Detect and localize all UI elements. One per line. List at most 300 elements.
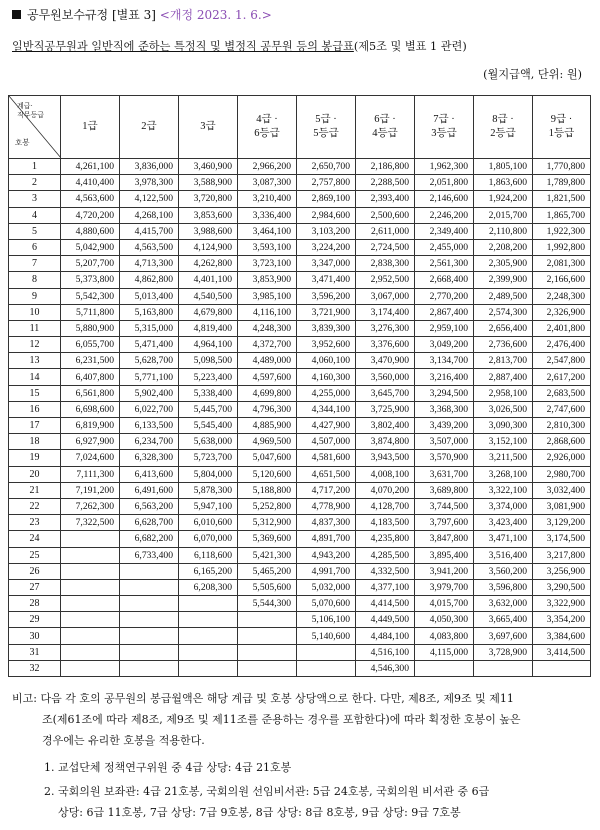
revision-note: <개정 2023. 1. 6.>: [159, 8, 272, 22]
table-row: [9, 288, 591, 304]
salary-cell: 6,070,000: [179, 531, 238, 547]
salary-cell: 7,024,600: [61, 450, 120, 466]
salary-cell: 4,116,100: [238, 304, 297, 320]
step-cell: 6: [9, 239, 61, 255]
salary-cell: 5,140,600: [297, 628, 356, 644]
empty-cell: [297, 644, 356, 660]
salary-cell: 3,414,500: [533, 644, 591, 660]
salary-cell: 3,988,600: [179, 223, 238, 239]
salary-cell: 3,268,100: [474, 466, 533, 482]
salary-cell: 3,026,500: [474, 401, 533, 417]
salary-cell: 4,414,500: [356, 596, 415, 612]
salary-cell: 4,008,100: [356, 466, 415, 482]
remark-item-2-line-2: 상당: 6급 11호봉, 7급 상당: 7급 9호봉, 8급 상당: 8급 8호봉, 9급 상당: 9급 7호봉: [58, 806, 461, 819]
salary-cell: 7,111,300: [61, 466, 120, 482]
salary-cell: 4,991,700: [297, 563, 356, 579]
salary-cell: 6,407,800: [61, 369, 120, 385]
subtitle-main: 일반직공무원과 일반직에 준하는 특정직 및 별정직 공무원 등의 봉급표: [12, 40, 354, 53]
salary-cell: 5,369,600: [238, 531, 297, 547]
table-header-row: [9, 96, 591, 159]
step-cell: 4: [9, 207, 61, 223]
table-row: [9, 337, 591, 353]
salary-cell: 3,090,300: [474, 418, 533, 434]
salary-cell: 5,878,300: [179, 482, 238, 498]
salary-cell: 4,377,100: [356, 579, 415, 595]
salary-cell: 3,276,300: [356, 320, 415, 336]
salary-cell: 6,819,900: [61, 418, 120, 434]
salary-cell: 4,563,500: [120, 239, 179, 255]
empty-cell: [120, 596, 179, 612]
salary-table: [8, 95, 591, 677]
salary-cell: 4,415,700: [120, 223, 179, 239]
salary-cell: 3,322,900: [533, 596, 591, 612]
salary-cell: 4,484,100: [356, 628, 415, 644]
salary-cell: 5,223,400: [179, 369, 238, 385]
table-row: [9, 660, 591, 676]
salary-cell: 6,165,200: [179, 563, 238, 579]
empty-cell: [297, 660, 356, 676]
salary-cell: 2,305,900: [474, 256, 533, 272]
salary-cell: 6,234,700: [120, 434, 179, 450]
empty-cell: [61, 644, 120, 660]
salary-cell: 2,399,900: [474, 272, 533, 288]
salary-cell: 4,122,500: [120, 191, 179, 207]
salary-cell: 3,744,500: [415, 498, 474, 514]
salary-cell: 4,597,600: [238, 369, 297, 385]
salary-cell: 7,322,500: [61, 515, 120, 531]
salary-cell: 4,563,600: [61, 191, 120, 207]
salary-cell: 2,208,200: [474, 239, 533, 255]
empty-cell: [120, 579, 179, 595]
salary-cell: 5,188,800: [238, 482, 297, 498]
salary-cell: 2,051,800: [415, 175, 474, 191]
salary-cell: 6,682,200: [120, 531, 179, 547]
salary-cell: 3,067,000: [356, 288, 415, 304]
salary-cell: 5,465,200: [238, 563, 297, 579]
salary-cell: 2,650,700: [297, 159, 356, 175]
salary-cell: 5,880,900: [61, 320, 120, 336]
salary-cell: 2,813,700: [474, 353, 533, 369]
salary-cell: 4,969,500: [238, 434, 297, 450]
header-title: 공무원보수규정 [별표 3]: [27, 8, 156, 22]
salary-cell: 4,248,300: [238, 320, 297, 336]
salary-cell: 4,837,300: [297, 515, 356, 531]
table-row: [9, 239, 591, 255]
salary-cell: 2,724,500: [356, 239, 415, 255]
step-cell: 10: [9, 304, 61, 320]
salary-cell: 3,725,900: [356, 401, 415, 417]
salary-cell: 3,081,900: [533, 498, 591, 514]
salary-cell: 5,106,100: [297, 612, 356, 628]
table-row: [9, 547, 591, 563]
salary-cell: 4,964,100: [179, 337, 238, 353]
salary-cell: 2,757,800: [297, 175, 356, 191]
step-cell: 20: [9, 466, 61, 482]
subtitle-ref: (제5조 및 별표 1 관련): [353, 40, 467, 53]
salary-cell: 6,698,600: [61, 401, 120, 417]
salary-cell: 3,728,900: [474, 644, 533, 660]
table-row: [9, 353, 591, 369]
salary-cell: 3,087,300: [238, 175, 297, 191]
salary-cell: 4,778,900: [297, 498, 356, 514]
empty-cell: [533, 660, 591, 676]
salary-cell: 4,128,700: [356, 498, 415, 514]
salary-cell: 3,103,200: [297, 223, 356, 239]
salary-cell: 2,326,900: [533, 304, 591, 320]
empty-cell: [120, 660, 179, 676]
salary-cell: 5,373,800: [61, 272, 120, 288]
salary-cell: 4,885,900: [238, 418, 297, 434]
step-cell: 15: [9, 385, 61, 401]
salary-cell: 4,943,200: [297, 547, 356, 563]
table-row: [9, 272, 591, 288]
empty-cell: [61, 547, 120, 563]
salary-cell: 3,290,500: [533, 579, 591, 595]
step-cell: 14: [9, 369, 61, 385]
salary-cell: 3,507,000: [415, 434, 474, 450]
salary-cell: 3,874,800: [356, 434, 415, 450]
salary-cell: 2,958,100: [474, 385, 533, 401]
step-cell: 23: [9, 515, 61, 531]
salary-cell: 2,980,700: [533, 466, 591, 482]
column-header-7: 7급 · 3등급: [415, 96, 474, 159]
salary-cell: 3,217,800: [533, 547, 591, 563]
empty-cell: [179, 660, 238, 676]
salary-cell: 3,174,500: [533, 531, 591, 547]
salary-cell: 4,015,700: [415, 596, 474, 612]
salary-cell: 5,638,000: [179, 434, 238, 450]
salary-cell: 2,611,000: [356, 223, 415, 239]
salary-cell: 3,723,100: [238, 256, 297, 272]
salary-cell: 5,771,100: [120, 369, 179, 385]
table-row: [9, 304, 591, 320]
unit-label: (월지급액, 단위: 원): [483, 68, 582, 81]
table-row: [9, 207, 591, 223]
salary-cell: 2,887,400: [474, 369, 533, 385]
salary-cell: 3,211,500: [474, 450, 533, 466]
table-row: [9, 466, 591, 482]
salary-cell: 6,561,800: [61, 385, 120, 401]
corner-header-cell: [9, 96, 61, 159]
step-cell: 2: [9, 175, 61, 191]
step-cell: 1: [9, 159, 61, 175]
salary-cell: 1,863,600: [474, 175, 533, 191]
corner-step-label: 호봉: [15, 138, 30, 147]
salary-cell: 4,050,300: [415, 612, 474, 628]
salary-cell: 2,015,700: [474, 207, 533, 223]
empty-cell: [179, 644, 238, 660]
salary-cell: 5,902,400: [120, 385, 179, 401]
salary-cell: 2,547,800: [533, 353, 591, 369]
salary-cell: 3,174,400: [356, 304, 415, 320]
salary-cell: 4,581,600: [297, 450, 356, 466]
salary-cell: 5,628,700: [120, 353, 179, 369]
salary-cell: 4,699,800: [238, 385, 297, 401]
salary-cell: 2,186,800: [356, 159, 415, 175]
salary-cell: 4,796,300: [238, 401, 297, 417]
step-cell: 24: [9, 531, 61, 547]
column-header-6: 6급 · 4등급: [356, 96, 415, 159]
salary-cell: 4,679,800: [179, 304, 238, 320]
salary-cell: 2,455,000: [415, 239, 474, 255]
column-header-3: 3급: [179, 96, 238, 159]
column-header-4: 4급 · 6등급: [238, 96, 297, 159]
salary-cell: 3,152,100: [474, 434, 533, 450]
salary-cell: 4,083,800: [415, 628, 474, 644]
step-cell: 30: [9, 628, 61, 644]
salary-cell: 6,055,700: [61, 337, 120, 353]
empty-cell: [61, 563, 120, 579]
empty-cell: [238, 644, 297, 660]
salary-cell: 3,689,800: [415, 482, 474, 498]
remark-item-2: [44, 781, 589, 823]
salary-cell: 5,505,600: [238, 579, 297, 595]
salary-cell: 3,853,600: [179, 207, 238, 223]
salary-cell: 2,838,300: [356, 256, 415, 272]
salary-cell: 3,216,400: [415, 369, 474, 385]
salary-cell: 3,423,400: [474, 515, 533, 531]
salary-cell: 4,507,000: [297, 434, 356, 450]
salary-cell: 2,668,400: [415, 272, 474, 288]
column-header-8: 8급 · 2등급: [474, 96, 533, 159]
salary-cell: 3,632,000: [474, 596, 533, 612]
salary-cell: 4,255,000: [297, 385, 356, 401]
salary-cell: 4,651,500: [297, 466, 356, 482]
salary-cell: 6,413,600: [120, 466, 179, 482]
step-cell: 28: [9, 596, 61, 612]
salary-cell: 5,032,000: [297, 579, 356, 595]
salary-cell: 2,110,800: [474, 223, 533, 239]
salary-cell: 5,445,700: [179, 401, 238, 417]
salary-cell: 4,713,300: [120, 256, 179, 272]
salary-cell: 4,546,300: [356, 660, 415, 676]
empty-cell: [61, 531, 120, 547]
salary-cell: 5,315,000: [120, 320, 179, 336]
salary-cell: 3,645,700: [356, 385, 415, 401]
salary-cell: 3,224,200: [297, 239, 356, 255]
salary-cell: 6,628,700: [120, 515, 179, 531]
step-cell: 22: [9, 498, 61, 514]
column-header-1: 1급: [61, 96, 120, 159]
empty-cell: [238, 612, 297, 628]
salary-cell: 3,464,100: [238, 223, 297, 239]
salary-cell: 5,163,800: [120, 304, 179, 320]
table-row: [9, 498, 591, 514]
salary-cell: 3,895,400: [415, 547, 474, 563]
salary-cell: 2,248,300: [533, 288, 591, 304]
salary-cell: 4,060,100: [297, 353, 356, 369]
salary-cell: 5,711,800: [61, 304, 120, 320]
step-cell: 32: [9, 660, 61, 676]
salary-cell: 6,733,400: [120, 547, 179, 563]
salary-cell: 5,542,300: [61, 288, 120, 304]
salary-cell: 3,943,500: [356, 450, 415, 466]
salary-cell: 2,401,800: [533, 320, 591, 336]
salary-cell: 3,471,100: [474, 531, 533, 547]
salary-cell: 4,160,300: [297, 369, 356, 385]
salary-cell: 2,146,600: [415, 191, 474, 207]
salary-cell: 5,070,600: [297, 596, 356, 612]
salary-cell: 6,022,700: [120, 401, 179, 417]
salary-cell: 7,191,200: [61, 482, 120, 498]
table-row: [9, 450, 591, 466]
remark-line-3: 경우에는 유리한 호봉을 적용한다.: [42, 734, 205, 747]
remarks: [12, 688, 588, 751]
empty-cell: [179, 612, 238, 628]
table-row: [9, 320, 591, 336]
remark-item-2-line-1: 2. 국회의원 보좌관: 4급 21호봉, 국회의원 선임비서관: 5급 24호봉, 국회의원 비서관 중 6급: [44, 785, 490, 798]
salary-cell: 7,262,300: [61, 498, 120, 514]
salary-cell: 5,042,900: [61, 239, 120, 255]
step-cell: 7: [9, 256, 61, 272]
table-row: [9, 385, 591, 401]
empty-cell: [415, 660, 474, 676]
salary-cell: 1,770,800: [533, 159, 591, 175]
salary-cell: 2,959,100: [415, 320, 474, 336]
remark-line-1: 비고: 다음 각 호의 공무원의 봉급월액은 해당 계급 및 호봉 상당액으로 한다. 다만, 제8조, 제9조 및 제11: [12, 692, 514, 705]
salary-cell: 2,952,500: [356, 272, 415, 288]
salary-cell: 2,349,400: [415, 223, 474, 239]
salary-cell: 3,439,200: [415, 418, 474, 434]
salary-cell: 1,924,200: [474, 191, 533, 207]
salary-cell: 2,869,100: [297, 191, 356, 207]
salary-cell: 3,588,900: [179, 175, 238, 191]
salary-cell: 4,516,100: [356, 644, 415, 660]
step-cell: 11: [9, 320, 61, 336]
salary-cell: 3,596,800: [474, 579, 533, 595]
step-cell: 8: [9, 272, 61, 288]
salary-cell: 4,261,100: [61, 159, 120, 175]
table-row: [9, 612, 591, 628]
salary-cell: 6,328,300: [120, 450, 179, 466]
table-body: [9, 159, 591, 677]
salary-cell: 3,570,900: [415, 450, 474, 466]
step-cell: 13: [9, 353, 61, 369]
salary-cell: 4,115,000: [415, 644, 474, 660]
salary-cell: 3,721,900: [297, 304, 356, 320]
salary-cell: 2,081,300: [533, 256, 591, 272]
salary-cell: 5,947,100: [179, 498, 238, 514]
empty-cell: [179, 596, 238, 612]
salary-cell: 2,770,200: [415, 288, 474, 304]
salary-cell: 3,952,600: [297, 337, 356, 353]
salary-cell: 5,804,000: [179, 466, 238, 482]
salary-cell: 6,563,200: [120, 498, 179, 514]
empty-cell: [61, 579, 120, 595]
salary-cell: 3,797,600: [415, 515, 474, 531]
salary-cell: 3,847,800: [415, 531, 474, 547]
salary-cell: 3,376,600: [356, 337, 415, 353]
salary-cell: 3,596,200: [297, 288, 356, 304]
salary-cell: 3,979,700: [415, 579, 474, 595]
salary-cell: 3,384,600: [533, 628, 591, 644]
salary-cell: 3,802,400: [356, 418, 415, 434]
empty-cell: [120, 612, 179, 628]
salary-cell: 5,098,500: [179, 353, 238, 369]
salary-cell: 5,252,800: [238, 498, 297, 514]
empty-cell: [120, 628, 179, 644]
table-row: [9, 563, 591, 579]
empty-cell: [238, 660, 297, 676]
salary-cell: 3,347,000: [297, 256, 356, 272]
step-cell: 27: [9, 579, 61, 595]
table-row: [9, 434, 591, 450]
salary-cell: 2,810,300: [533, 418, 591, 434]
empty-cell: [474, 660, 533, 676]
salary-cell: 5,338,400: [179, 385, 238, 401]
salary-cell: 2,288,500: [356, 175, 415, 191]
salary-cell: 5,471,400: [120, 337, 179, 353]
salary-cell: 4,401,100: [179, 272, 238, 288]
salary-cell: 4,372,700: [238, 337, 297, 353]
step-cell: 29: [9, 612, 61, 628]
salary-cell: 3,560,000: [356, 369, 415, 385]
salary-cell: 6,927,900: [61, 434, 120, 450]
salary-cell: 5,544,300: [238, 596, 297, 612]
salary-cell: 3,374,000: [474, 498, 533, 514]
step-cell: 16: [9, 401, 61, 417]
salary-cell: 3,336,400: [238, 207, 297, 223]
table-row: [9, 256, 591, 272]
salary-cell: 3,985,100: [238, 288, 297, 304]
salary-cell: 2,656,400: [474, 320, 533, 336]
empty-cell: [179, 628, 238, 644]
step-cell: 25: [9, 547, 61, 563]
salary-cell: 2,683,500: [533, 385, 591, 401]
salary-cell: 4,183,500: [356, 515, 415, 531]
salary-cell: 4,427,900: [297, 418, 356, 434]
salary-cell: 3,978,300: [120, 175, 179, 191]
salary-cell: 3,593,100: [238, 239, 297, 255]
step-cell: 19: [9, 450, 61, 466]
square-bullet-icon: [12, 10, 21, 19]
salary-cell: 4,070,200: [356, 482, 415, 498]
salary-cell: 4,332,500: [356, 563, 415, 579]
salary-cell: 4,410,400: [61, 175, 120, 191]
salary-cell: 2,736,600: [474, 337, 533, 353]
step-cell: 31: [9, 644, 61, 660]
salary-cell: 4,862,800: [120, 272, 179, 288]
table-row: [9, 401, 591, 417]
remark-item-1: 1. 교섭단체 정책연구위원 중 4급 상당: 4급 21호봉: [44, 761, 292, 774]
salary-cell: 1,789,800: [533, 175, 591, 191]
salary-cell: 4,262,800: [179, 256, 238, 272]
salary-cell: 3,134,700: [415, 353, 474, 369]
empty-cell: [238, 628, 297, 644]
salary-cell: 1,805,100: [474, 159, 533, 175]
salary-cell: 3,129,200: [533, 515, 591, 531]
salary-cell: 2,166,600: [533, 272, 591, 288]
salary-cell: 4,717,200: [297, 482, 356, 498]
salary-cell: 2,747,600: [533, 401, 591, 417]
salary-cell: 3,665,400: [474, 612, 533, 628]
salary-cell: 3,032,400: [533, 482, 591, 498]
table-row: [9, 418, 591, 434]
salary-cell: 5,312,900: [238, 515, 297, 531]
salary-cell: 3,210,400: [238, 191, 297, 207]
salary-cell: 2,926,000: [533, 450, 591, 466]
salary-cell: 2,984,600: [297, 207, 356, 223]
salary-cell: 2,561,300: [415, 256, 474, 272]
salary-cell: 1,992,800: [533, 239, 591, 255]
corner-grade-label: 계급· 직무등급: [17, 102, 45, 119]
salary-cell: 4,268,100: [120, 207, 179, 223]
empty-cell: [61, 628, 120, 644]
table-row: [9, 223, 591, 239]
table-row: [9, 644, 591, 660]
salary-cell: 3,941,200: [415, 563, 474, 579]
salary-cell: 4,124,900: [179, 239, 238, 255]
